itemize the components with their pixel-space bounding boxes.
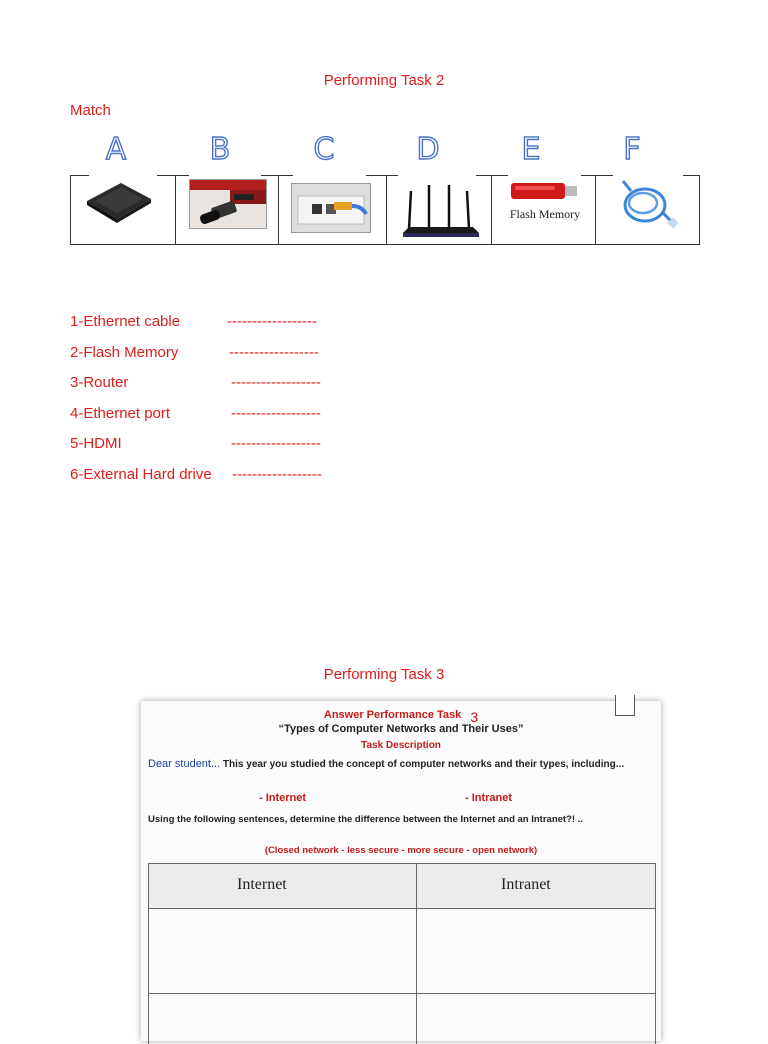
worksheet-header: Answer Performance Task 3 [323,709,479,725]
column-header-intranet: Intranet [501,876,551,893]
ethernet-cable-image [609,177,689,241]
hdmi-image [189,179,267,229]
letter-b: B [209,132,231,167]
flash-memory-caption: Flash Memory [509,207,581,221]
worksheet-section: Task Description [361,740,441,751]
worksheet-number: 3 [470,709,479,725]
list-item: 5-HDMI [70,435,122,452]
letter-e: E [521,132,541,167]
answer-blank: ------------------ [231,374,321,391]
list-item: 3-Router [70,374,129,391]
external-hard-drive-icon [81,177,167,241]
router-image [397,177,485,241]
letter-f: F [623,132,641,167]
flash-memory-icon [503,177,587,207]
answer-blank: ------------------ [232,466,322,483]
comparison-table [148,863,656,1044]
letter-d: D [416,132,440,167]
router-icon [397,177,485,241]
answer-blank: ------------------ [227,313,317,330]
list-item: 2-Flash Memory [70,344,179,361]
option-internet: - Internet [259,792,307,804]
task3-title: Performing Task 3 [323,666,445,683]
answer-blank: ------------------ [231,435,321,452]
option-intranet: - Intranet [465,792,513,804]
list-item: 4-Ethernet port [70,405,171,422]
worksheet-intro: Dear student... This year you studied the concept of computer networks and their types, including... [148,758,625,770]
worksheet-hint: (Closed network - less secure - more secure - open network) [264,845,538,856]
list-item: 6-External Hard drive [70,466,212,483]
letter-a: A [105,132,127,167]
worksheet-subtitle: “Types of Computer Networks and Their Uses” [278,723,524,735]
flash-memory-image [503,177,587,241]
answer-blank: ------------------ [231,405,321,422]
worksheet-image [141,701,661,1041]
ethernet-cable-icon [609,177,689,241]
task2-title: Performing Task 2 [323,72,445,89]
hdmi-cable-icon [190,180,266,228]
letter-c: C [313,132,335,167]
worksheet-question: Using the following sentences, determine the difference between the Internet and an Intranet?! .. [148,814,583,825]
answer-blank: ------------------ [229,344,319,361]
greeting: Dear student... [148,758,221,770]
ethernet-port-icon [292,184,370,232]
external-hard-drive-image [81,177,167,241]
column-header-internet: Internet [237,876,287,893]
list-item: 1-Ethernet cable [70,313,181,330]
matching-image-table [70,175,700,245]
ethernet-port-image [291,183,371,233]
match-instruction: Match [70,102,111,119]
